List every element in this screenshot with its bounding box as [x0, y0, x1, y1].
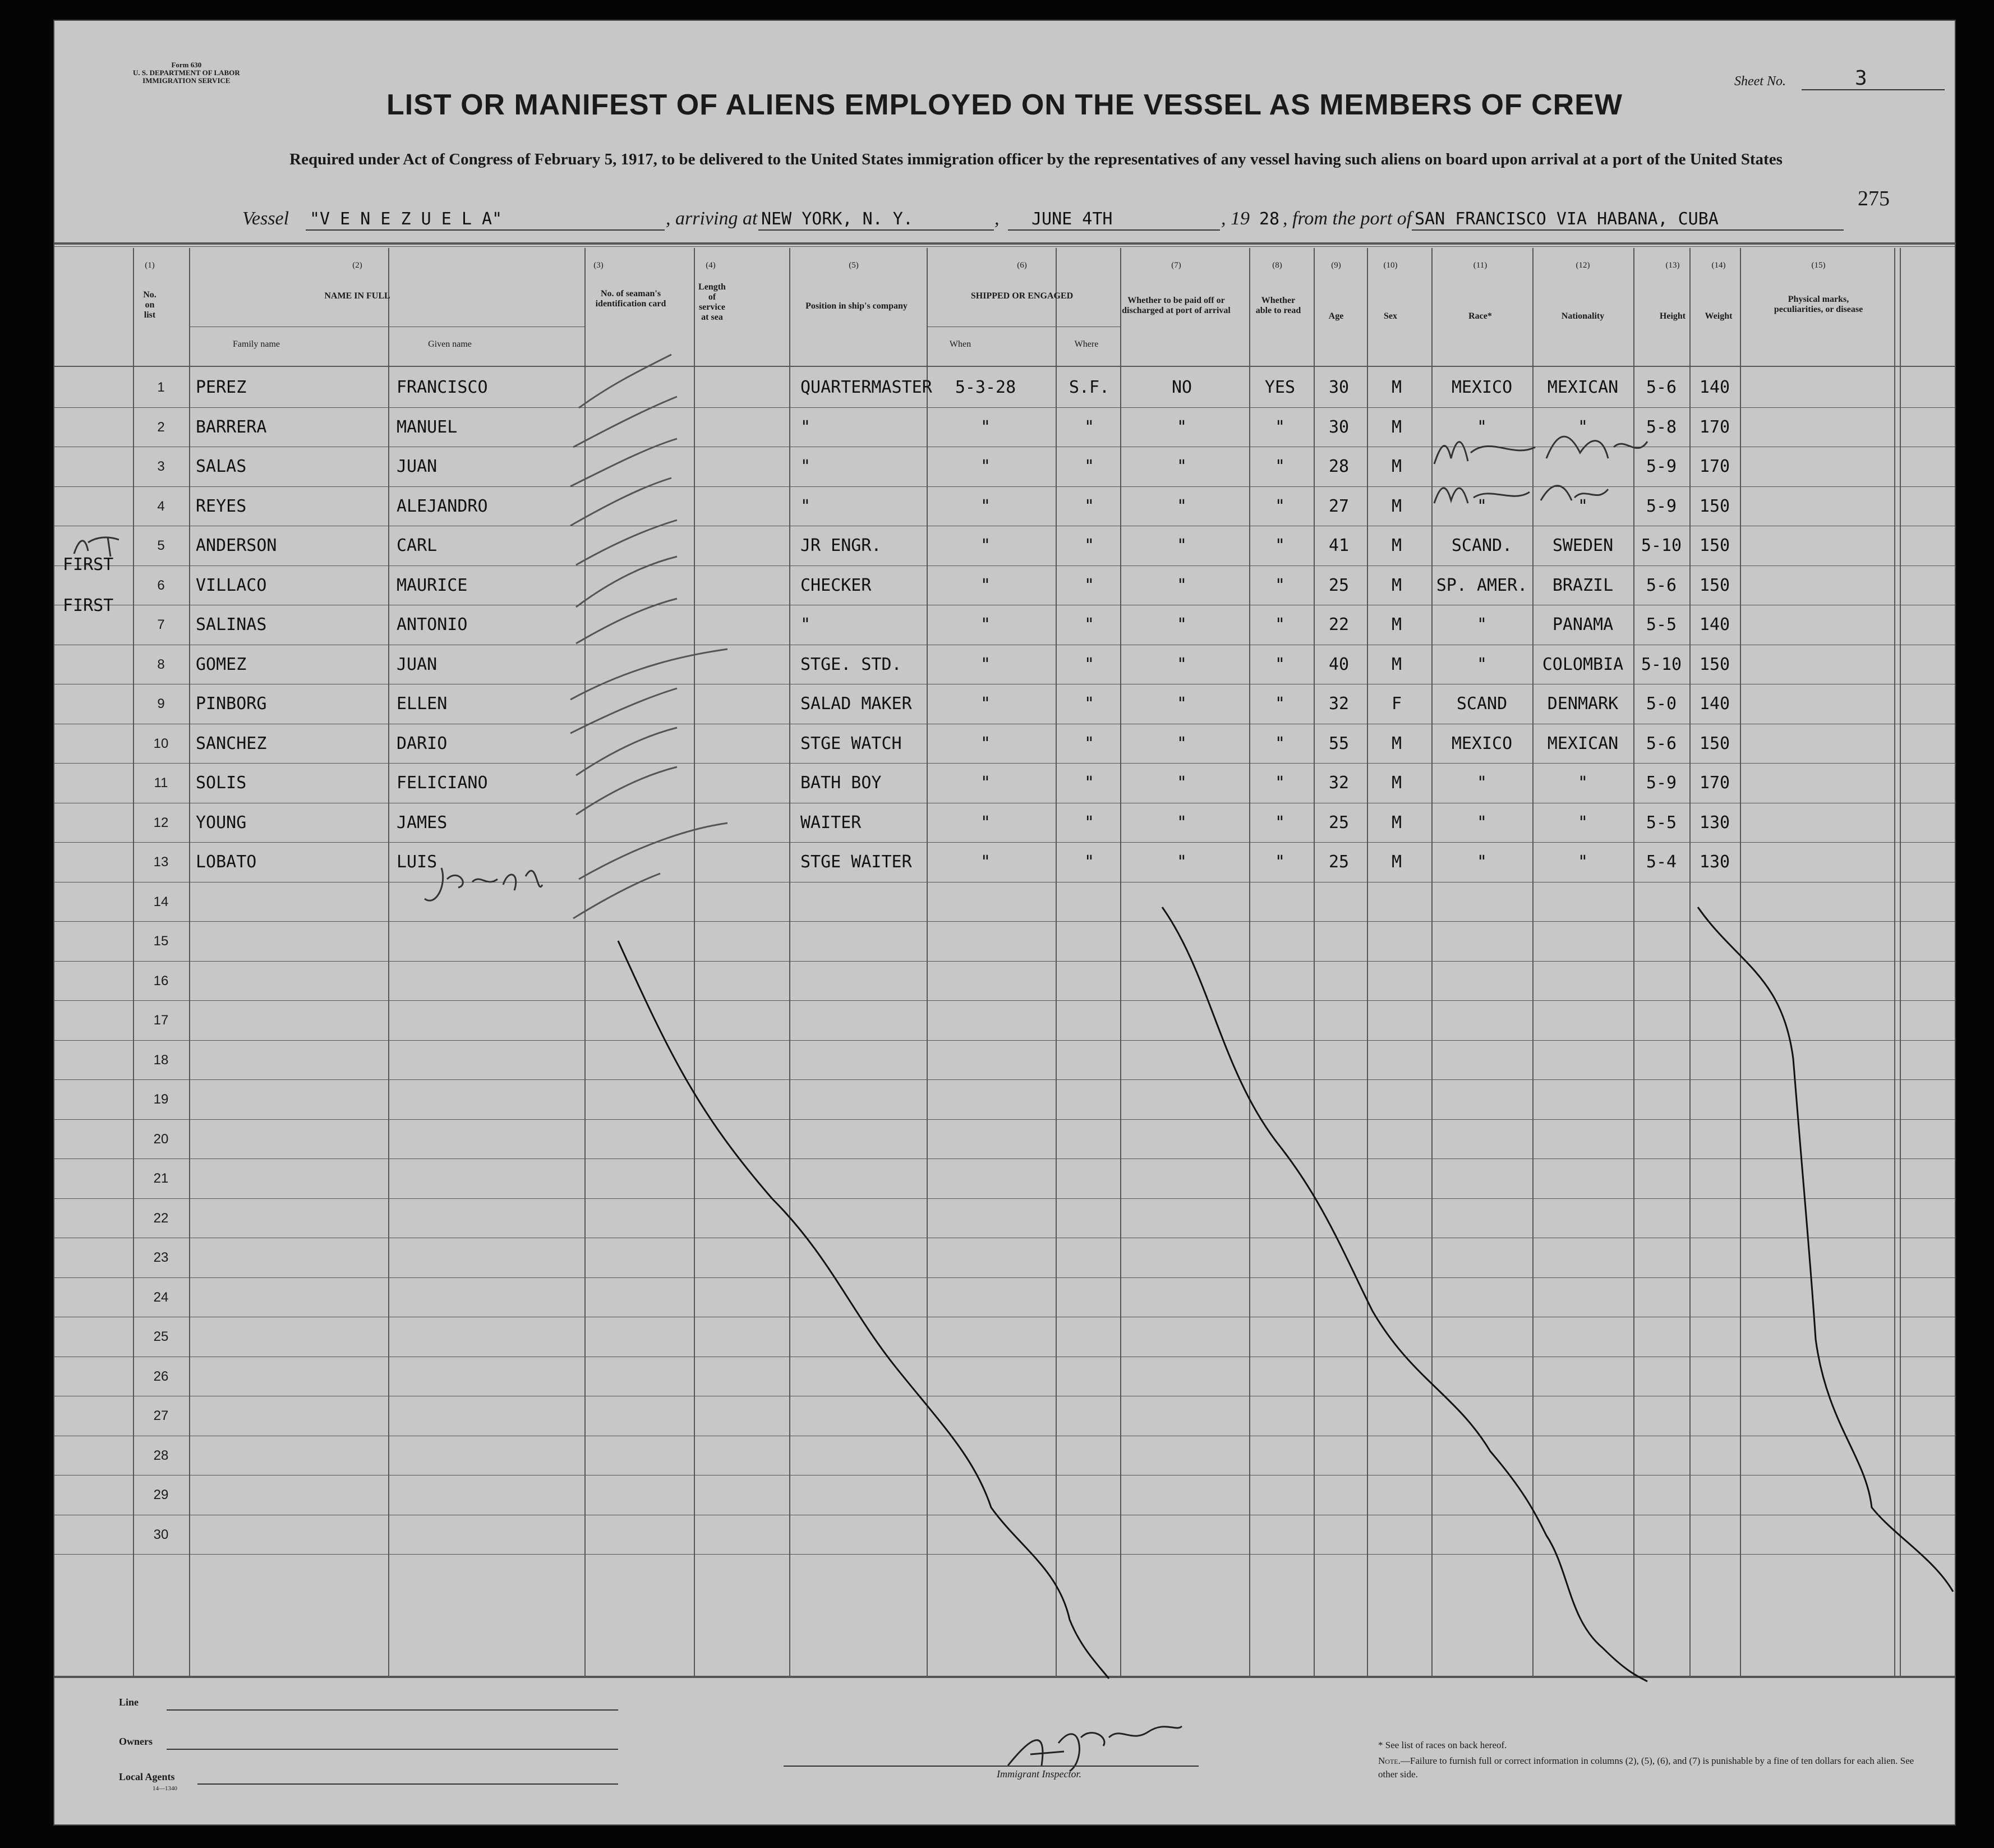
cell-given: DARIO: [397, 733, 448, 753]
col5-label: Position in ship's company: [805, 301, 908, 311]
cell-nationality: SWEDEN: [1552, 536, 1614, 555]
cell-age: 41: [1328, 536, 1350, 555]
cell-family: SALAS: [196, 457, 247, 476]
cell-read: ": [1274, 615, 1286, 635]
cell-nationality: MEXICAN: [1547, 733, 1619, 753]
arrival-year: 28: [1259, 209, 1280, 229]
cell-race: SP. AMER.: [1436, 575, 1528, 595]
cell-race: ": [1476, 852, 1488, 872]
cell-race: MEXICO: [1451, 378, 1513, 397]
col8-label: Whether able to read: [1255, 296, 1301, 315]
row-number: 4: [157, 498, 165, 514]
row-number: 14: [153, 894, 169, 909]
col12-number: (12): [1576, 261, 1590, 270]
service-name: IMMIGRATION SERVICE: [142, 76, 231, 85]
row-number: 20: [153, 1131, 169, 1147]
cell-position: CHECKER: [800, 575, 872, 595]
cell-when: ": [980, 615, 991, 635]
cell-paid-off: ": [1176, 812, 1187, 833]
cell-when: ": [980, 812, 991, 833]
cell-age: 25: [1328, 575, 1350, 595]
row-number: 5: [157, 538, 165, 553]
cell-where: ": [1084, 812, 1095, 833]
cell-where: ": [1084, 852, 1095, 872]
cell-race: ": [1476, 496, 1488, 516]
col6-when-label: When: [949, 339, 971, 349]
row-number: 25: [153, 1329, 169, 1344]
cell-nationality: ": [1577, 417, 1588, 437]
handwritten-race-overwrite: [1434, 436, 1647, 503]
local-agents-label: Local Agents: [119, 1771, 175, 1782]
cell-age: 30: [1328, 378, 1350, 397]
local-agents-underline: [197, 1783, 618, 1785]
cell-when: ": [980, 694, 991, 714]
cell-where: ": [1084, 773, 1095, 793]
cell-paid-off: ": [1176, 496, 1187, 516]
cell-read: ": [1274, 852, 1286, 872]
cell-age: 28: [1328, 457, 1350, 476]
cell-age: 32: [1328, 694, 1350, 714]
row-number: 13: [153, 854, 169, 870]
cell-height: 5-8: [1646, 417, 1677, 437]
id-card-check-marks: [570, 355, 727, 918]
row-number: 15: [153, 934, 169, 949]
cell-given: JUAN: [397, 654, 438, 674]
cell-when: ": [980, 852, 991, 872]
cell-weight: 130: [1699, 852, 1730, 872]
col1-label: No. on list: [143, 290, 156, 320]
row-number: 1: [157, 380, 165, 395]
cell-given: FRANCISCO: [397, 378, 488, 397]
cell-given: ELLEN: [397, 694, 448, 714]
cell-age: 30: [1328, 417, 1350, 437]
cell-position: JR ENGR.: [800, 536, 882, 555]
cell-paid-off: ": [1176, 457, 1187, 476]
cell-where: ": [1084, 457, 1095, 476]
col14-number: (14): [1711, 261, 1726, 270]
cell-race: ": [1476, 615, 1488, 635]
col9-label: Age: [1328, 311, 1344, 321]
cell-given: JAMES: [397, 812, 448, 833]
cell-when: ": [980, 536, 991, 555]
col2-label: NAME IN FULL: [324, 291, 390, 301]
cell-family: ANDERSON: [196, 536, 277, 555]
cell-race: SCAND.: [1451, 536, 1513, 555]
cell-sex: M: [1391, 496, 1402, 516]
races-note: * See list of races on back hereof.: [1378, 1740, 1507, 1750]
col2-family-label: Family name: [233, 339, 280, 349]
cell-height: 5-10: [1641, 536, 1682, 555]
cell-where: ": [1084, 496, 1095, 516]
cell-height: 5-9: [1646, 496, 1677, 516]
cell-paid-off: ": [1176, 733, 1187, 753]
cell-sex: M: [1391, 378, 1402, 397]
cell-paid-off: ": [1176, 852, 1187, 872]
cell-height: 5-9: [1646, 457, 1677, 476]
vessel-label: Vessel: [242, 208, 289, 229]
cell-when: 5-3-28: [955, 378, 1016, 397]
col15-number: (15): [1811, 261, 1826, 270]
row-number: 21: [153, 1171, 169, 1186]
row-number: 8: [157, 656, 165, 672]
cell-paid-off: ": [1176, 615, 1187, 635]
cell-position: STGE WAITER: [800, 852, 912, 872]
cell-where: ": [1084, 615, 1095, 635]
cell-when: ": [980, 654, 991, 674]
from-port-label: , from the port of: [1283, 208, 1412, 229]
cell-sex: M: [1391, 457, 1402, 476]
col13-number: (13): [1665, 261, 1680, 270]
row-number: 16: [153, 973, 169, 989]
cell-age: 27: [1328, 496, 1350, 516]
row-number: 2: [157, 419, 165, 435]
col6-label: SHIPPED OR ENGAGED: [970, 291, 1074, 301]
col3-number: (3): [593, 261, 604, 270]
cell-when: ": [980, 417, 991, 437]
col10-number: (10): [1383, 261, 1398, 270]
cell-nationality: PANAMA: [1552, 615, 1614, 635]
cell-where: ": [1084, 575, 1095, 595]
inspector-label: Immigrant Inspector.: [997, 1768, 1081, 1780]
margin-note-first: FIRST: [63, 596, 114, 615]
cell-family: LOBATO: [196, 852, 257, 872]
stamped-page-number: 275: [1858, 187, 1890, 210]
cell-where: ": [1084, 654, 1095, 674]
col13-label: Height: [1659, 311, 1686, 321]
cell-family: PINBORG: [196, 694, 267, 714]
cell-height: 5-6: [1646, 575, 1677, 595]
page-title: LIST OR MANIFEST OF ALIENS EMPLOYED ON THE VESSEL AS MEMBERS OF CREW: [386, 89, 1623, 121]
cell-weight: 140: [1699, 615, 1730, 635]
cell-read: ": [1274, 654, 1286, 674]
cell-paid-off: ": [1176, 417, 1187, 437]
handwritten-annotations: [54, 21, 1955, 1824]
row-number: 27: [153, 1408, 169, 1423]
cell-family: SOLIS: [196, 773, 247, 793]
cancel-lines: [618, 907, 1953, 1681]
cell-nationality: COLOMBIA: [1542, 654, 1624, 674]
row-number: 3: [157, 459, 165, 474]
row-number: 11: [154, 775, 168, 790]
cell-family: SANCHEZ: [196, 733, 267, 753]
cell-nationality: DENMARK: [1547, 694, 1619, 714]
cell-age: 22: [1328, 615, 1350, 635]
col12-label: Nationality: [1561, 311, 1605, 321]
cell-height: 5-9: [1646, 773, 1677, 793]
cell-paid-off: ": [1176, 654, 1187, 674]
cell-weight: 140: [1699, 694, 1730, 714]
manifest-sheet: [53, 20, 1956, 1826]
cell-age: 25: [1328, 812, 1350, 833]
cell-when: ": [980, 733, 991, 753]
cell-weight: 150: [1699, 733, 1730, 753]
cell-sex: M: [1391, 615, 1402, 635]
cell-position: STGE WATCH: [800, 733, 902, 753]
cell-sex: M: [1391, 536, 1402, 555]
row-number: 23: [153, 1250, 169, 1265]
owners-underline: [167, 1749, 618, 1750]
cell-read: ": [1274, 773, 1286, 793]
col7-number: (7): [1171, 261, 1181, 270]
cell-age: 25: [1328, 852, 1350, 872]
cell-when: ": [980, 496, 991, 516]
cell-paid-off: NO: [1171, 378, 1192, 397]
cell-position: QUARTERMASTER: [800, 378, 932, 397]
cell-when: ": [980, 457, 991, 476]
cell-given: LUIS: [397, 852, 438, 872]
cell-race: ": [1476, 812, 1488, 833]
cell-given: CARL: [397, 536, 438, 555]
department-name: U. S. DEPARTMENT OF LABOR: [133, 68, 240, 77]
cell-age: 32: [1328, 773, 1350, 793]
cell-nationality: ": [1577, 812, 1588, 833]
cell-read: ": [1274, 417, 1286, 437]
margin-note-first: FIRST: [63, 555, 114, 574]
cell-race: SCAND: [1456, 694, 1508, 714]
cell-read: ": [1274, 536, 1286, 555]
col3-label: No. of seaman's identification card: [595, 289, 666, 309]
arrival-date: JUNE 4TH: [1031, 209, 1113, 229]
cell-read: ": [1274, 575, 1286, 595]
cell-height: 5-5: [1646, 812, 1677, 833]
cell-sex: F: [1391, 694, 1402, 714]
cell-nationality: ": [1577, 496, 1588, 516]
cell-nationality: ": [1577, 773, 1588, 793]
cell-position: SALAD MAKER: [800, 694, 912, 714]
row-number: 30: [153, 1527, 169, 1542]
cell-weight: 150: [1699, 496, 1730, 516]
col7-label: Whether to be paid off or discharged at port of arrival: [1122, 296, 1231, 315]
cell-race: ": [1476, 654, 1488, 674]
row-number: 24: [153, 1289, 169, 1305]
cell-position: BATH BOY: [800, 773, 882, 793]
cell-paid-off: ": [1176, 694, 1187, 714]
col9-number: (9): [1331, 261, 1341, 270]
cell-family: BARRERA: [196, 417, 267, 437]
cell-age: 40: [1328, 654, 1350, 674]
cell-where: ": [1084, 694, 1095, 714]
page-subtitle: Required under Act of Congress of February 5, 1917, to be delivered to the United States immigration officer by the representatives of any vessel having such aliens on board upon arrival at a port of the United States: [289, 150, 1783, 168]
cell-sex: M: [1391, 733, 1402, 753]
handwritten-joseph: [425, 868, 542, 900]
row-number: 9: [157, 696, 165, 711]
cell-position: STGE. STD.: [800, 654, 902, 674]
cell-nationality: MEXICAN: [1547, 378, 1619, 397]
cell-sex: M: [1391, 773, 1402, 793]
cell-weight: 150: [1699, 575, 1730, 595]
cell-position: WAITER: [800, 812, 862, 833]
col11-number: (11): [1473, 261, 1488, 270]
row-number: 17: [153, 1013, 169, 1028]
cell-height: 5-10: [1641, 654, 1682, 674]
cell-height: 5-5: [1646, 615, 1677, 635]
cell-family: VILLACO: [196, 575, 267, 595]
penalty-note: [1378, 1754, 1917, 1781]
inspector-underline: [784, 1766, 1199, 1767]
cell-race: MEXICO: [1451, 733, 1513, 753]
line-label: Line: [119, 1697, 139, 1708]
row-number: 12: [153, 815, 169, 830]
cell-weight: 170: [1699, 773, 1730, 793]
row-number: 29: [153, 1487, 169, 1502]
cell-height: 5-6: [1646, 378, 1677, 397]
col5-number: (5): [849, 261, 859, 270]
row-number: 22: [153, 1210, 169, 1226]
row-number: 7: [157, 617, 165, 632]
cell-nationality: BRAZIL: [1552, 575, 1614, 595]
cell-family: GOMEZ: [196, 654, 247, 674]
cell-read: YES: [1264, 378, 1296, 397]
cell-age: 55: [1328, 733, 1350, 753]
cell-race: ": [1476, 417, 1488, 437]
cell-paid-off: ": [1176, 773, 1187, 793]
cell-read: ": [1274, 733, 1286, 753]
cell-given: JUAN: [397, 457, 438, 476]
cell-read: ": [1274, 812, 1286, 833]
cell-where: ": [1084, 417, 1095, 437]
cell-position: ": [800, 417, 811, 437]
cell-read: ": [1274, 457, 1286, 476]
year-prefix: , 19: [1221, 208, 1250, 229]
col6-number: (6): [1017, 261, 1027, 270]
cell-position: ": [800, 457, 811, 476]
cell-given: MANUEL: [397, 417, 458, 437]
cell-position: ": [800, 615, 811, 635]
cell-height: 5-6: [1646, 733, 1677, 753]
col15-label: Physical marks, peculiarities, or disease: [1774, 295, 1863, 314]
cell-where: ": [1084, 536, 1095, 555]
note-text: —Failure to furnish full or correct information in columns (2), (5), (6), and (7) is punishable by a fine of ten dollars for each alien. See other side.: [1378, 1755, 1914, 1780]
from-port: SAN FRANCISCO VIA HABANA, CUBA: [1415, 209, 1719, 229]
cell-position: ": [800, 496, 811, 516]
row-number: 18: [153, 1052, 169, 1068]
cell-given: MAURICE: [397, 575, 468, 595]
cell-sex: M: [1391, 654, 1402, 674]
cell-sex: M: [1391, 852, 1402, 872]
col2-number: (2): [352, 261, 362, 270]
row-number: 19: [153, 1092, 169, 1107]
col8-number: (8): [1272, 261, 1282, 270]
cell-when: ": [980, 773, 991, 793]
form-code: 14—1340: [153, 1785, 177, 1792]
cell-sex: M: [1391, 812, 1402, 833]
owners-label: Owners: [119, 1736, 153, 1747]
cell-where: ": [1084, 733, 1095, 753]
col10-label: Sex: [1384, 311, 1397, 321]
row-number: 28: [153, 1447, 169, 1463]
arriving-label: , arriving at: [666, 208, 758, 229]
row-number: 26: [153, 1368, 169, 1384]
sheet-number-label: Sheet No.: [1734, 74, 1786, 89]
cell-given: FELICIANO: [397, 773, 488, 793]
cell-weight: 150: [1699, 536, 1730, 555]
col2-given-label: Given name: [428, 339, 472, 349]
cell-read: ": [1274, 496, 1286, 516]
sheet-number: 3: [1855, 67, 1867, 90]
cell-weight: 140: [1699, 378, 1730, 397]
col4-number: (4): [706, 261, 716, 270]
cell-nationality: ": [1577, 852, 1588, 872]
row-number: 6: [157, 577, 165, 593]
vessel-name: "V E N E Z U E L A": [310, 209, 503, 229]
date-comma: ,: [994, 208, 1000, 229]
cell-paid-off: ": [1176, 575, 1187, 595]
cell-family: YOUNG: [196, 812, 247, 833]
cell-race: ": [1476, 773, 1488, 793]
col6-where-label: Where: [1074, 339, 1099, 349]
cell-weight: 130: [1699, 812, 1730, 833]
col11-label: Race*: [1468, 311, 1492, 321]
cell-sex: M: [1391, 575, 1402, 595]
col1-number: (1): [145, 261, 155, 270]
col14-label: Weight: [1705, 311, 1733, 321]
col4-label: Length of service at sea: [698, 282, 726, 322]
inspector-signature: [1008, 1726, 1182, 1771]
cell-weight: 170: [1699, 457, 1730, 476]
cell-where: S.F.: [1069, 378, 1110, 397]
cell-weight: 150: [1699, 654, 1730, 674]
cell-given: ALEJANDRO: [397, 496, 488, 516]
form-number: Form 630: [171, 61, 202, 69]
cell-weight: 170: [1699, 417, 1730, 437]
cell-height: 5-0: [1646, 694, 1677, 714]
cell-family: REYES: [196, 496, 247, 516]
cell-given: ANTONIO: [397, 615, 468, 635]
cell-read: ": [1274, 694, 1286, 714]
cell-paid-off: ": [1176, 536, 1187, 555]
cell-family: PEREZ: [196, 378, 247, 397]
note-heading: Note.: [1378, 1755, 1401, 1766]
arriving-port: NEW YORK, N. Y.: [761, 209, 913, 229]
cell-height: 5-4: [1646, 852, 1677, 872]
line-underline: [167, 1709, 618, 1711]
row-number: 10: [153, 735, 169, 751]
cell-when: ": [980, 575, 991, 595]
cell-sex: M: [1391, 417, 1402, 437]
cell-family: SALINAS: [196, 615, 267, 635]
